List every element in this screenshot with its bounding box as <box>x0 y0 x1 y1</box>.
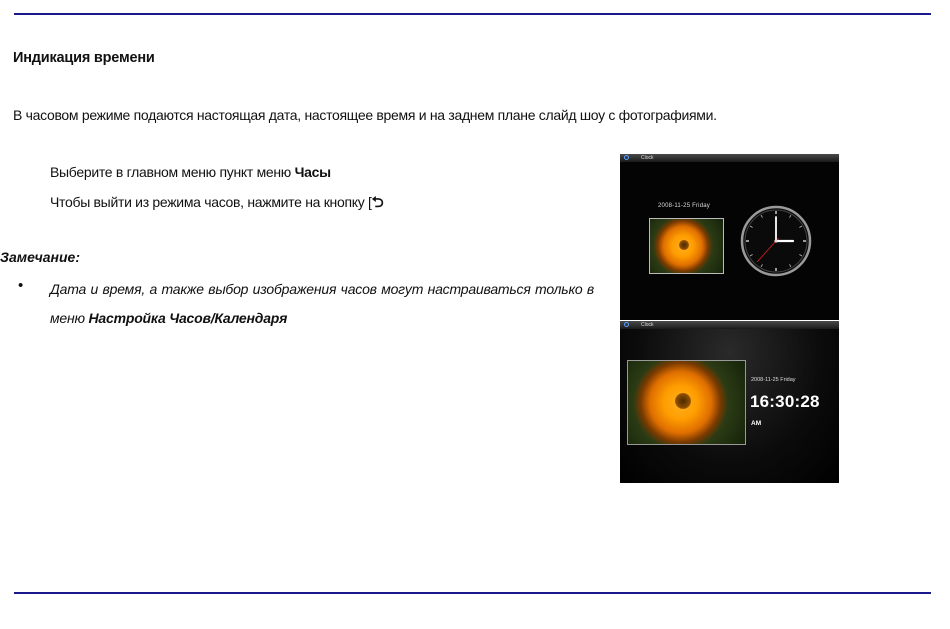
section-heading: Индикация времени <box>13 50 155 66</box>
sunflower-photo <box>649 218 724 274</box>
menu-item-clock: Часы <box>294 164 331 180</box>
power-icon <box>624 155 629 160</box>
intro-paragraph: В часовом режиме подаются настоящая дата, настоящее время и на заднем плане слайд шоу с фотографиями. <box>13 107 717 123</box>
screen-title: Clock <box>641 322 654 328</box>
screen-titlebar <box>620 154 839 162</box>
power-icon <box>624 322 629 327</box>
header-rule <box>14 13 931 15</box>
step-1 <box>50 164 331 180</box>
footer-rule <box>14 592 931 594</box>
clock-center <box>774 239 777 242</box>
bullet-marker: • <box>18 277 24 294</box>
step-1-text: Выберите в главном меню пункт меню <box>50 164 295 180</box>
am-pm-indicator: AM <box>751 420 762 427</box>
analog-clock <box>740 205 812 277</box>
step-2 <box>50 192 383 217</box>
note-text <box>50 275 594 333</box>
screen-date: 2008-11-25 Friday <box>751 377 796 383</box>
screen-titlebar <box>620 321 839 329</box>
screen-date: 2008-11-25 Friday <box>658 203 710 209</box>
digital-time: 16:30:28 <box>750 392 820 411</box>
analog-clock-screenshot <box>620 154 839 320</box>
sunflower-photo <box>627 360 746 445</box>
back-return-icon: ⮌ <box>371 194 384 211</box>
note-body: Дата и время, а также выбор изображения часов могут настраиваться только в меню <box>50 281 594 326</box>
settings-menu-name: Настройка Часов/Календаря <box>88 310 288 326</box>
screen-title: Clock <box>641 155 654 161</box>
note-title: Замечание: <box>0 249 80 265</box>
step-2-text: Чтобы выйти из режима часов, нажмите на кнопку [ <box>50 194 372 210</box>
digital-clock-screenshot <box>620 321 839 483</box>
